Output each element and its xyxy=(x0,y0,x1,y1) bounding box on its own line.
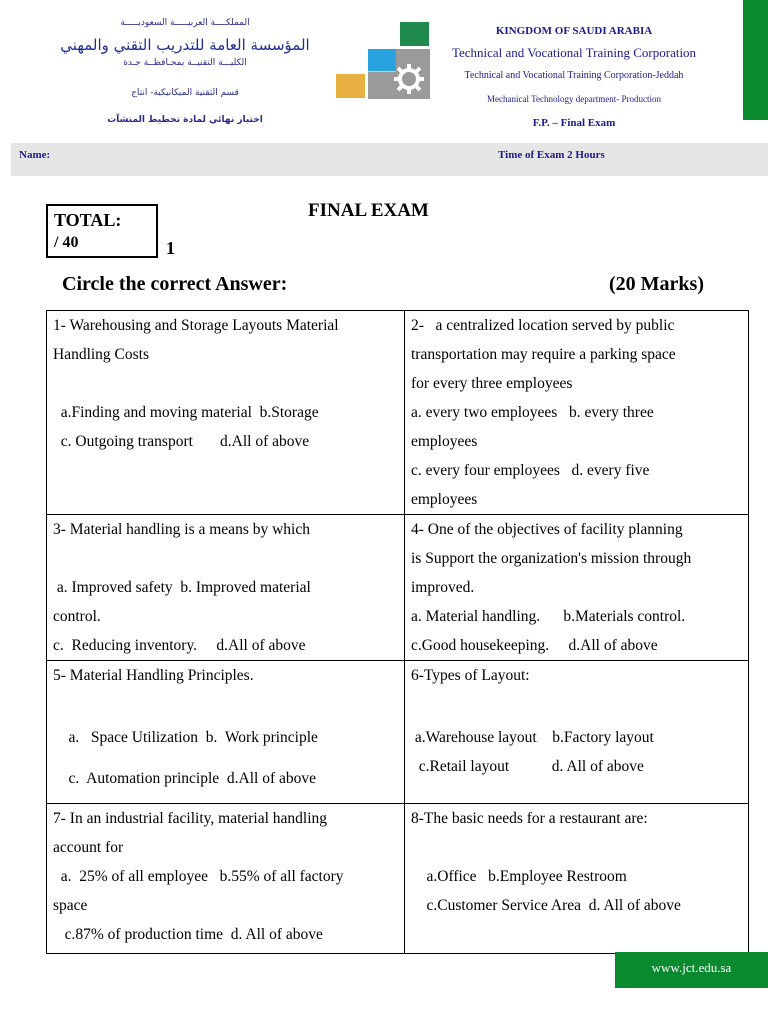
question-line: is Support the organization's mission through xyxy=(411,550,692,567)
answer-line: a. every two employees b. every three xyxy=(411,404,654,421)
tvtc-logo xyxy=(336,20,432,100)
question-line xyxy=(411,690,742,719)
table-row xyxy=(47,804,749,954)
page-number: 1 xyxy=(166,238,175,258)
table-row xyxy=(47,661,749,804)
question-cell-2 xyxy=(405,311,749,515)
answer-line: a.Warehouse layout b.Factory layout xyxy=(411,729,654,746)
logo-orange-square xyxy=(336,74,365,98)
answer-line: a. 25% of all employee b.55% of all factory xyxy=(53,868,344,885)
answer-line: c. every four employees d. every five xyxy=(411,462,650,479)
question-line: 3- Material handling is a means by which xyxy=(53,521,310,538)
question-line: 5- Material Handling Principles. xyxy=(53,667,254,684)
question-cell-7 xyxy=(47,804,405,954)
question-line: 4- One of the objectives of facility planning xyxy=(411,521,683,538)
question-cell-3 xyxy=(47,515,405,661)
arabic-college-line: الكليـــة التقنيــة بمحـافظــة جـدة xyxy=(123,58,247,68)
arabic-kingdom-line: المملكــــة العربيـــــة السعوديـــــة xyxy=(120,18,250,28)
question-cell-6 xyxy=(405,661,749,804)
question-line: 2- a centralized location served by public xyxy=(411,317,675,334)
section-instruction: Circle the correct Answer: xyxy=(62,273,288,295)
english-exam-line: F.P. – Final Exam xyxy=(532,117,616,129)
question-line: account for xyxy=(53,839,124,856)
question-line: 1- Warehousing and Storage Layouts Material xyxy=(53,317,339,334)
question-line: 6-Types of Layout: xyxy=(411,667,530,684)
table-row xyxy=(47,311,749,515)
answer-line: a. Space Utilization b. Work principle xyxy=(53,729,318,746)
question-line: Handling Costs xyxy=(53,346,150,363)
answer-line: c. Reducing inventory. d.All of above xyxy=(53,637,306,654)
answer-line xyxy=(53,756,398,764)
section-marks: (20 Marks) xyxy=(609,273,704,295)
question-line: 8-The basic needs for a restaurant are: xyxy=(411,810,648,827)
question-line: transportation may require a parking space xyxy=(411,346,676,363)
exam-title: FINAL EXAM xyxy=(308,200,429,221)
answer-line: c.Customer Service Area d. All of above xyxy=(411,897,681,914)
arabic-corporation-line: المؤسسة العامة للتدريب التقني والمهني xyxy=(60,36,310,54)
total-label: TOTAL: xyxy=(54,210,122,230)
answer-line: a.Finding and moving material b.Storage xyxy=(53,404,319,421)
arabic-department-line: قسم التقنية الميكانيكية- انتاج xyxy=(131,88,239,98)
english-corporation-line: Technical and Vocational Training Corporation xyxy=(451,45,697,60)
exam-time-label: Time of Exam 2 Hours xyxy=(498,149,605,161)
answer-line xyxy=(411,778,742,803)
english-college-line: Technical and Vocational Training Corporation-Jeddah xyxy=(464,70,684,81)
total-score: / 40 xyxy=(54,234,79,251)
question-line xyxy=(411,833,742,862)
website-link[interactable]: www.jct.edu.sa xyxy=(651,960,732,975)
arabic-exam-line: اختبار نهائي لمادة تخطيط المنشآت xyxy=(107,115,263,125)
question-line xyxy=(53,369,398,398)
table-row xyxy=(47,515,749,661)
answer-line: c.87% of production time d. All of above xyxy=(53,926,323,943)
answer-line: a. Improved safety b. Improved material xyxy=(53,579,311,596)
question-cell-8 xyxy=(405,804,749,954)
question-line: 7- In an industrial facility, material handling xyxy=(53,810,328,827)
answer-line: c. Automation principle d.All of above xyxy=(53,770,317,787)
green-accent-bar xyxy=(743,0,768,120)
name-label: Name: xyxy=(19,149,51,161)
answer-line: c.Retail layout d. All of above xyxy=(411,758,644,775)
question-cell-4 xyxy=(405,515,749,661)
answer-line: employees xyxy=(411,491,478,508)
answer-line: c. Outgoing transport d.All of above xyxy=(53,433,310,450)
question-cell-5 xyxy=(47,661,405,804)
answer-line: space xyxy=(53,897,88,914)
english-department-line: Mechanical Technology department- Production xyxy=(487,94,661,104)
english-kingdom-line: KINGDOM OF SAUDI ARABIA xyxy=(495,25,653,37)
answer-line xyxy=(411,920,742,949)
question-line: for every three employees xyxy=(411,375,573,392)
question-line xyxy=(53,544,398,573)
question-line xyxy=(53,690,398,719)
answer-line: employees xyxy=(411,433,478,450)
gear-icon xyxy=(392,62,426,96)
question-cell-1 xyxy=(47,311,405,515)
answer-line: a.Office b.Employee Restroom xyxy=(411,868,627,885)
answer-line: c.Good housekeeping. d.All of above xyxy=(411,637,658,654)
questions-table xyxy=(46,310,749,954)
answer-line: a. Material handling. b.Materials control. xyxy=(411,608,686,625)
info-band xyxy=(11,143,768,176)
answer-line: control. xyxy=(53,608,101,625)
question-line: improved. xyxy=(411,579,475,596)
